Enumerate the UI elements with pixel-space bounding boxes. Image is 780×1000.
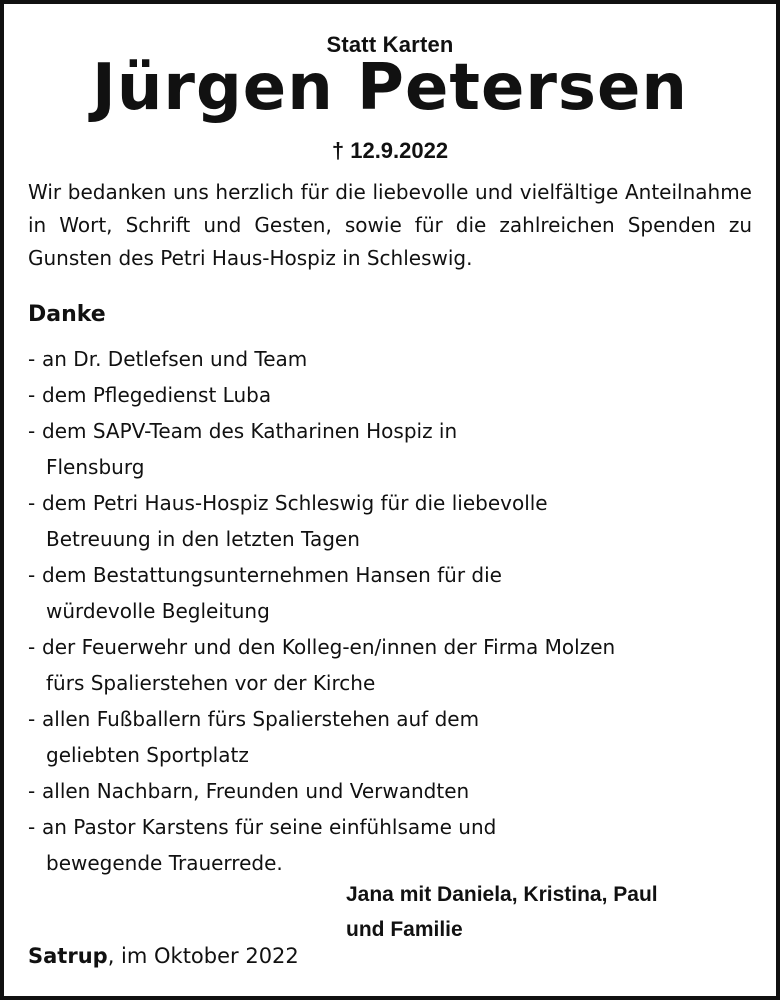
list-dash: - <box>28 347 36 371</box>
list-item-continuation: Flensburg <box>46 455 145 479</box>
list-item-continuation: würdevolle Begleitung <box>46 599 270 623</box>
list-dash: - <box>28 419 36 443</box>
thanks-list-item <box>28 809 748 881</box>
place-name: Satrup <box>28 944 108 968</box>
list-item-text: an Dr. Detlefsen und Team <box>42 347 308 371</box>
list-dash: - <box>28 383 36 407</box>
thanks-list-item <box>28 701 748 773</box>
thanks-list-item <box>28 773 748 809</box>
list-item-text: an Pastor Karstens für seine einfühlsame und <box>42 815 497 839</box>
list-item-continuation: bewegende Trauerrede. <box>46 851 283 875</box>
signature-line-2: und Familie <box>346 918 463 941</box>
death-date: † 12.9.2022 <box>331 138 449 163</box>
list-item-continuation: fürs Spalierstehen vor der Kirche <box>46 671 376 695</box>
thanks-list-item <box>28 341 748 377</box>
thanks-list-item <box>28 557 748 629</box>
thanks-list-item <box>28 377 748 413</box>
list-item-text: allen Fußballern fürs Spalierstehen auf dem <box>42 707 480 731</box>
list-dash: - <box>28 815 36 839</box>
list-item-text: dem Pflegedienst Luba <box>42 383 272 407</box>
list-item-continuation: Betreuung in den letzten Tagen <box>46 527 360 551</box>
overline-text: Statt Karten <box>326 32 454 57</box>
date-text: , im Oktober 2022 <box>107 944 299 968</box>
thanks-list-item <box>28 629 748 701</box>
list-dash: - <box>28 563 36 587</box>
signature-line-1: Jana mit Daniela, Kristina, Paul <box>346 883 658 906</box>
list-dash: - <box>28 491 36 515</box>
list-item-text: dem Petri Haus-Hospiz Schleswig für die liebevolle <box>42 491 548 515</box>
list-dash: - <box>28 635 36 659</box>
place-date-line <box>28 944 299 968</box>
list-item-text: der Feuerwehr und den Kolleg-en/innen der Firma Molzen <box>42 635 616 659</box>
thanks-list <box>28 341 748 881</box>
thanks-intro-text: Wir bedanken uns herzlich für die liebevolle und vielfältige Anteilnahme in Wort, Schrift und Gesten, sowie für die zahlreichen Spenden zu Gunsten des Petri Haus-Hospiz in Schleswig. <box>28 180 752 270</box>
list-dash: - <box>28 707 36 731</box>
deceased-name: Jürgen Petersen <box>92 51 688 125</box>
list-item-continuation: geliebten Sportplatz <box>46 743 249 767</box>
list-item-text: dem Bestattungsunternehmen Hansen für die <box>42 563 502 587</box>
danke-heading: Danke <box>28 302 106 327</box>
thanks-list-item <box>28 485 748 557</box>
list-dash: - <box>28 779 36 803</box>
signature <box>346 877 746 947</box>
list-item-text: allen Nachbarn, Freunden und Verwandten <box>42 779 470 803</box>
list-item-text: dem SAPV-Team des Katharinen Hospiz in <box>42 419 458 443</box>
thanks-list-item <box>28 413 748 485</box>
